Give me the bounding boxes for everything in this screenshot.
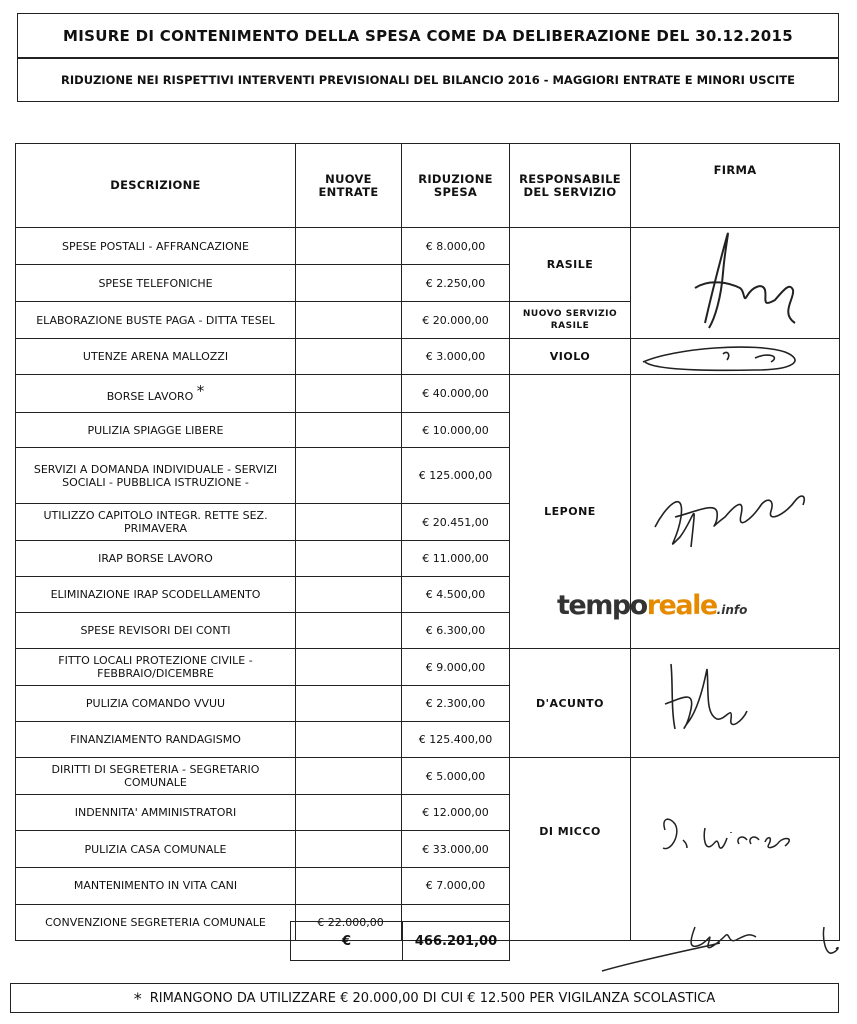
row-entrate bbox=[296, 504, 402, 541]
document-subtitle: RIDUZIONE NEI RISPETTIVI INTERVENTI PREVISIONALI DEL BILANCIO 2016 - MAGGIORI ENTRATE E MINORI USCITE bbox=[17, 58, 839, 102]
table-row bbox=[16, 758, 840, 795]
row-desc: IRAP BORSE LAVORO bbox=[16, 541, 296, 577]
table-row bbox=[16, 228, 840, 265]
row-spesa: € 7.000,00 bbox=[402, 868, 510, 904]
row-desc: ELABORAZIONE BUSTE PAGA - DITTA TESEL bbox=[16, 302, 296, 339]
row-spesa: € 40.000,00 bbox=[402, 375, 510, 413]
signature-rasile bbox=[631, 228, 840, 339]
row-entrate bbox=[296, 758, 402, 795]
row-entrate bbox=[296, 448, 402, 504]
total-table bbox=[290, 921, 510, 961]
col-nuove-entrate: NUOVE ENTRATE bbox=[296, 144, 402, 228]
star-icon: * bbox=[196, 381, 205, 400]
row-entrate bbox=[296, 339, 402, 375]
row-desc: UTENZE ARENA MALLOZZI bbox=[16, 339, 296, 375]
row-desc: PULIZIA CASA COMUNALE bbox=[16, 831, 296, 868]
total-amount: 466.201,00 bbox=[403, 922, 510, 961]
row-spesa: € 12.000,00 bbox=[402, 795, 510, 831]
footnote-text: RIMANGONO DA UTILIZZARE € 20.000,00 DI CUI € 12.500 PER VIGILANZA SCOLASTICA bbox=[149, 990, 716, 1006]
total-currency: € bbox=[291, 922, 403, 961]
row-spesa: € 4.500,00 bbox=[402, 577, 510, 613]
row-entrate bbox=[296, 265, 402, 302]
table-row bbox=[16, 649, 840, 686]
col-riduzione-spesa: RIDUZIONE SPESA bbox=[402, 144, 510, 228]
row-spesa: € 5.000,00 bbox=[402, 758, 510, 795]
col-responsabile: RESPONSABILE DEL SERVIZIO bbox=[510, 144, 631, 228]
row-entrate bbox=[296, 722, 402, 758]
row-spesa: € 20.000,00 bbox=[402, 302, 510, 339]
responsabile-dimicco: DI MICCO bbox=[510, 758, 631, 905]
responsabile-dacunto: D'ACUNTO bbox=[510, 649, 631, 758]
table-row bbox=[16, 375, 840, 413]
row-entrate bbox=[296, 613, 402, 649]
row-entrate bbox=[296, 831, 402, 868]
measures-table bbox=[15, 143, 840, 941]
row-entrate bbox=[296, 577, 402, 613]
row-spesa: € 2.300,00 bbox=[402, 686, 510, 722]
row-desc: ELIMINAZIONE IRAP SCODELLAMENTO bbox=[16, 577, 296, 613]
footnote bbox=[10, 983, 839, 1013]
signature-dimicco bbox=[631, 758, 840, 905]
row-desc: BORSE LAVORO * bbox=[16, 375, 296, 413]
col-descrizione: DESCRIZIONE bbox=[16, 144, 296, 228]
row-desc: SPESE REVISORI DEI CONTI bbox=[16, 613, 296, 649]
row-desc: CONVENZIONE SEGRETERIA COMUNALE bbox=[16, 904, 296, 940]
row-desc: UTILIZZO CAPITOLO INTEGR. RETTE SEZ. PRIMAVERA bbox=[16, 504, 296, 541]
responsabile-violo: VIOLO bbox=[510, 339, 631, 375]
responsabile-nuovo-servizio: NUOVO SERVIZIO RASILE bbox=[510, 302, 631, 339]
row-desc: MANTENIMENTO IN VITA CANI bbox=[16, 868, 296, 904]
watermark-logo: temporeale.info bbox=[557, 590, 748, 621]
row-entrate bbox=[296, 868, 402, 904]
row-spesa: € 125.400,00 bbox=[402, 722, 510, 758]
row-desc: SERVIZI A DOMANDA INDIVIDUALE - SERVIZI SOCIALI - PUBBLICA ISTRUZIONE - bbox=[16, 448, 296, 504]
row-spesa: € 10.000,00 bbox=[402, 413, 510, 448]
row-desc: FITTO LOCALI PROTEZIONE CIVILE - FEBBRAIO/DICEMBRE bbox=[16, 649, 296, 686]
row-desc: DIRITTI DI SEGRETERIA - SEGRETARIO COMUNALE bbox=[16, 758, 296, 795]
responsabile-lepone: LEPONE bbox=[510, 375, 631, 649]
row-desc: SPESE TELEFONICHE bbox=[16, 265, 296, 302]
row-entrate bbox=[296, 795, 402, 831]
row-spesa: € 11.000,00 bbox=[402, 541, 510, 577]
row-entrate bbox=[296, 302, 402, 339]
row-desc: SPESE POSTALI - AFFRANCAZIONE bbox=[16, 228, 296, 265]
signature-total bbox=[600, 905, 857, 980]
row-entrate bbox=[296, 686, 402, 722]
table-row bbox=[16, 339, 840, 375]
responsabile-rasile: RASILE bbox=[510, 228, 631, 302]
row-entrate bbox=[296, 228, 402, 265]
row-entrate bbox=[296, 413, 402, 448]
row-desc: INDENNITA' AMMINISTRATORI bbox=[16, 795, 296, 831]
row-entrate bbox=[296, 541, 402, 577]
row-spesa: € 20.451,00 bbox=[402, 504, 510, 541]
signature-violo bbox=[631, 339, 840, 375]
table-header-row bbox=[16, 144, 840, 228]
signature-dacunto bbox=[631, 649, 840, 758]
row-entrate bbox=[296, 375, 402, 413]
star-icon: * bbox=[133, 988, 142, 1008]
row-spesa: € 2.250,00 bbox=[402, 265, 510, 302]
row-spesa: € 3.000,00 bbox=[402, 339, 510, 375]
col-firma: FIRMA bbox=[631, 144, 840, 228]
row-spesa: € 8.000,00 bbox=[402, 228, 510, 265]
row-spesa: € 9.000,00 bbox=[402, 649, 510, 686]
document-title: MISURE DI CONTENIMENTO DELLA SPESA COME DA DELIBERAZIONE DEL 30.12.2015 bbox=[17, 13, 839, 58]
row-entrate bbox=[296, 649, 402, 686]
row-spesa: € 6.300,00 bbox=[402, 613, 510, 649]
row-desc: FINANZIAMENTO RANDAGISMO bbox=[16, 722, 296, 758]
row-desc: PULIZIA COMANDO VVUU bbox=[16, 686, 296, 722]
row-desc: PULIZIA SPIAGGE LIBERE bbox=[16, 413, 296, 448]
row-spesa: € 125.000,00 bbox=[402, 448, 510, 504]
row-spesa: € 33.000,00 bbox=[402, 831, 510, 868]
row-entrate: € 22.000,00 bbox=[296, 904, 402, 940]
